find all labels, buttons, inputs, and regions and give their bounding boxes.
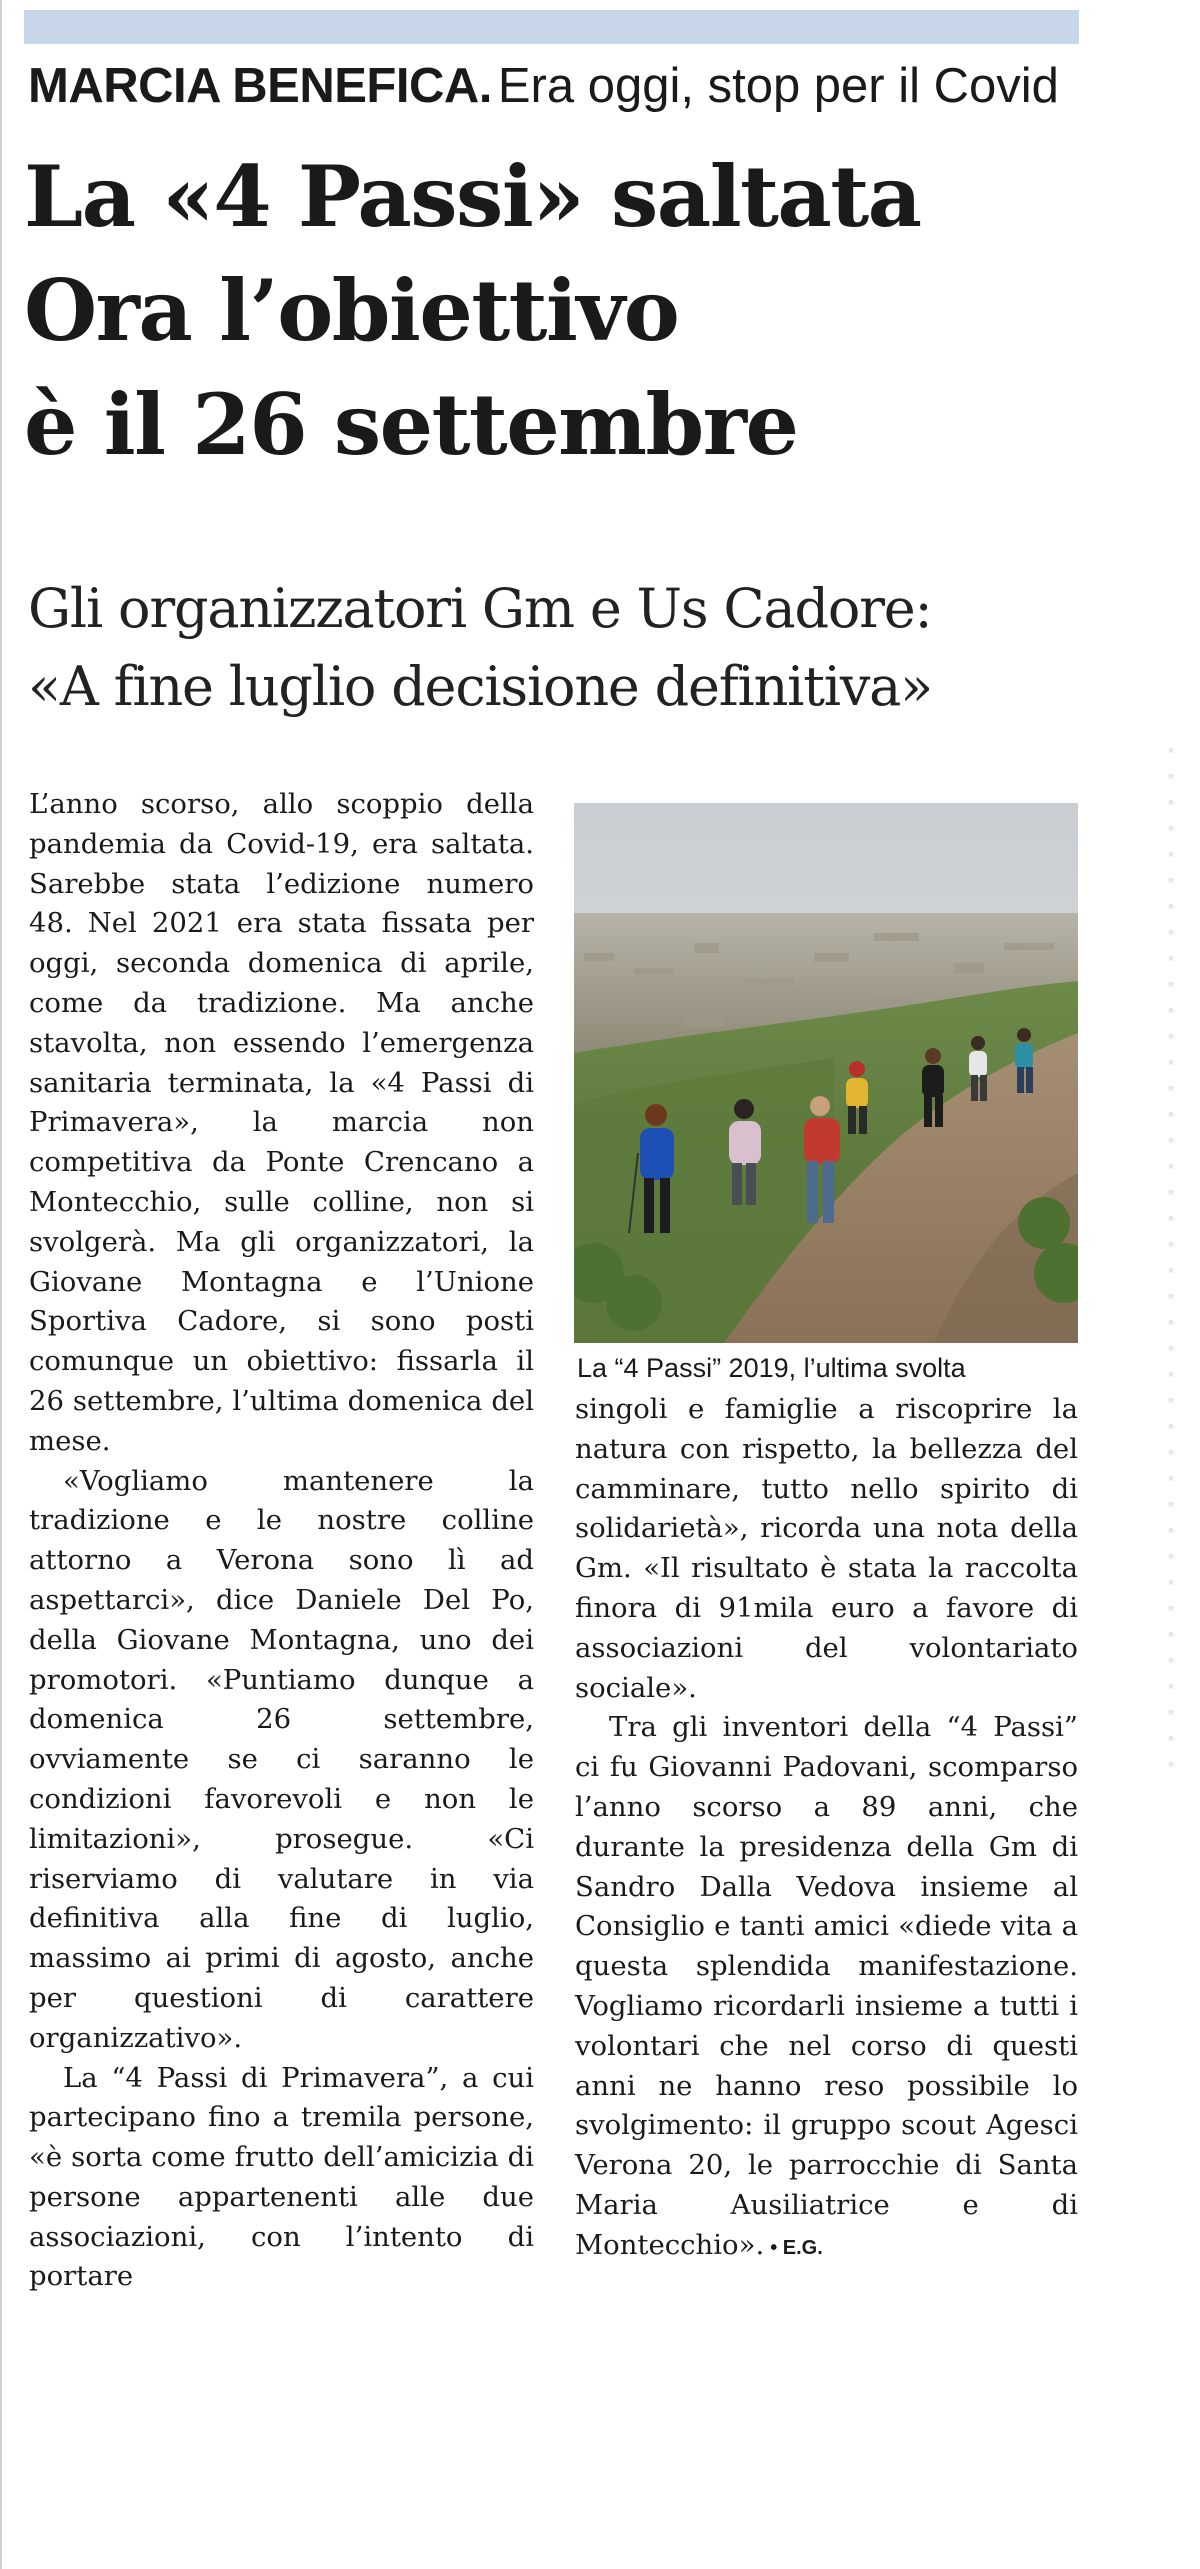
subheadline-line: «A fine luglio decisione definitiva»: [28, 655, 932, 718]
article-paragraph: «Vogliamo mantenere la tradizione e le nostre colline attorno a Verona sono lì ad aspettarci», dice Daniele Del Po, della Giovane Montagna, uno dei promotori. «Puntiamo dunque a domenica 26 settembre, ovviamente se ci saranno le condizioni favorevoli e non le limitazioni», prosegue. «Ci riserviamo di valutare in via definitiva alla fine di luglio, massimo ai primi di agosto, anche per questioni di carattere organizzativo».: [29, 1464, 534, 2054]
headline-line: è il 26 settembre: [24, 375, 798, 474]
color-band: [24, 10, 1079, 44]
headline-line: La «4 Passi» saltata: [24, 147, 921, 246]
hikers-photo: [574, 803, 1078, 1343]
article-column-1: [29, 785, 534, 2297]
hikers-photo-image: [574, 803, 1078, 1343]
subheadline-line: Gli organizzatori Gm e Us Cadore:: [28, 577, 932, 640]
article-paragraph: singoli e famiglie a riscoprire la natura con rispetto, la bellezza del camminare, tutto nello spirito di solidarietà», ricorda una nota della Gm. «Il risultato è stata la raccolta finora di 91mila euro a favore di associazioni del volontariato sociale».: [575, 1393, 1078, 1704]
headline-line: Ora l’obiettivo: [24, 261, 679, 360]
headline: [24, 140, 1084, 482]
side-watermark: [1160, 740, 1190, 1780]
article-paragraph: L’anno scorso, allo scoppio della pandemia da Covid-19, era saltata. Sarebbe stata l’edizione numero 48. Nel 2021 era stata fissata per oggi, seconda domenica di aprile, come da tradizione. Ma anche stavolta, non essendo l’emergenza sanitaria terminata, la «4 Passi di Primavera», la marcia non competitiva da Ponte Crencano a Montecchio, sulle colline, non si svolgerà. Ma gli organizzatori, la Giovane Montagna e l’Unione Sportiva Cadore, si sono posti comunque un obiettivo: fissarla il 26 settembre, l’ultima domenica del mese.: [29, 788, 534, 1457]
subheadline: [28, 570, 1088, 726]
kicker-label: MARCIA BENEFICA.: [28, 59, 492, 113]
kicker-text: Era oggi, stop per il Covid: [497, 59, 1059, 113]
side-watermark-text: ▪▪▪▪▪▪▪▪▪▪▪▪▪▪▪▪▪▪▪▪▪▪▪▪▪▪▪▪▪▪▪▪▪▪▪▪▪▪▪▪: [1161, 740, 1181, 1780]
article-paragraph: La “4 Passi di Primavera”, a cui partecipano fino a tremila persone, «è sorta come frutto dell’amicizia di persone appartenenti alle due associazioni, con l’intento di portare: [29, 2061, 534, 2293]
article-paragraph: [575, 1708, 1078, 2268]
author-signature: • E.G.: [770, 2236, 823, 2259]
kicker: [28, 56, 1059, 116]
article-paragraph-text: Tra gli inventori della “4 Passi” ci fu Giovanni Padovani, scomparso l’anno scorso a 89 anni, che durante la presidenza della Gm di Sandro Dalla Vedova insieme al Consiglio e tanti amici «diede vita a questa splendida manifestazione. Vogliamo ricordarli insieme a tutti i volontari che nel corso di questi anni ne hanno reso possibile lo svolgimento: il gruppo scout Agesci Verona 20, le parrocchie di Santa Maria Ausiliatrice e di Montecchio».: [575, 1711, 1078, 2261]
article-column-2: [575, 1390, 1078, 2269]
photo-caption: La “4 Passi” 2019, l’ultima svolta: [577, 1353, 966, 1383]
